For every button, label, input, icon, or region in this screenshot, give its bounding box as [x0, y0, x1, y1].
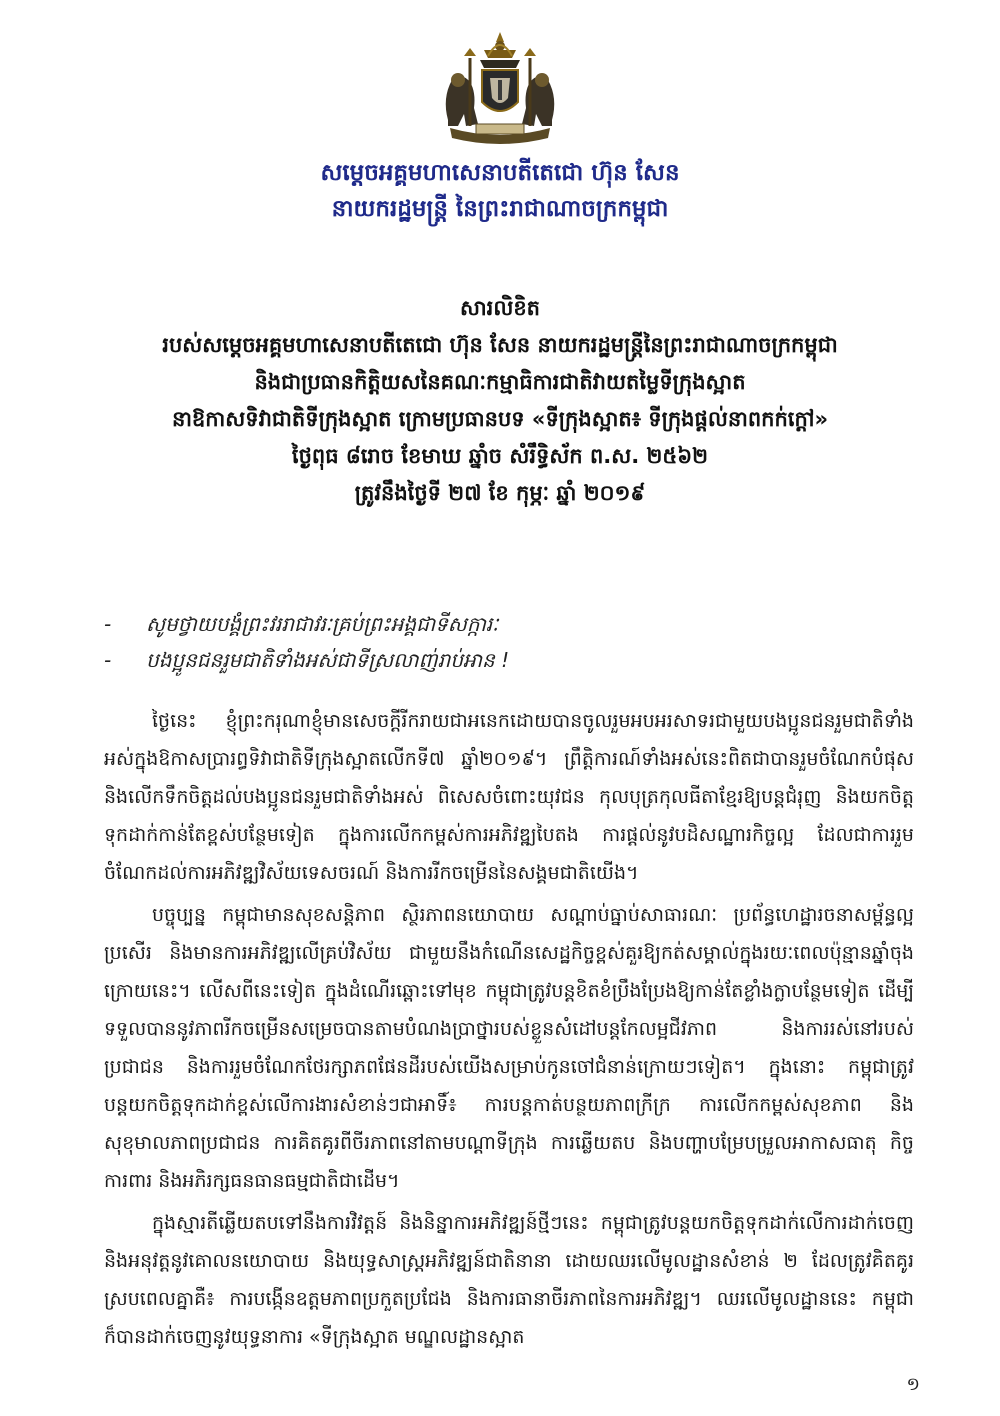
royal-coat-of-arms-emblem: [430, 28, 570, 146]
sender-position: នាយករដ្ឋមន្ត្រី នៃព្រះរាជាណាចក្រកម្ពុជា: [331, 196, 669, 222]
salutation-item: [104, 642, 924, 678]
salutation-list: [104, 606, 924, 678]
salutation-item: [104, 606, 924, 642]
bullet-dash: -: [104, 648, 112, 672]
body-paragraph: បច្ចុប្បន្ន កម្ពុជាមានសុខសន្តិភាព ស្ថិរភាពនយោបាយ សណ្តាប់ធ្នាប់សាធារណៈ ប្រព័ន្ធហេដ្ឋារចនាសម្ព័ន្ធល្អប្រសើរ និងមានការអភិវឌ្ឍលើគ្រប់វិស័យ ជាមួយនឹងកំណើនសេដ្ឋកិច្ចខ្ពស់គួរឱ្យកត់សម្គាល់ក្នុងរយៈពេលប៉ុន្មានឆ្នាំចុងក្រោយនេះ។ លើសពីនេះទៀត ក្នុងដំណើរឆ្ពោះទៅមុខ កម្ពុជាត្រូវបន្តខិតខំប្រឹងប្រែងឱ្យកាន់តែខ្លាំងក្លាបន្ថែមទៀត ដើម្បីទទួលបាននូវភាពរីកចម្រើនសម្រេចបានតាមបំណងប្រាថ្នារបស់ខ្លួនសំដៅបន្តកែលម្អជីវភាព និងការរស់នៅរបស់ប្រជាជន និងការរួមចំណែកថែរក្សាភពផែនដីរបស់យើងសម្រាប់កូនចៅជំនាន់ក្រោយៗទៀត។ ក្នុងនោះ កម្ពុជាត្រូវបន្តយកចិត្តទុកដាក់ខ្ពស់លើការងារសំខាន់ៗជាអាទិ៍៖ ការបន្តកាត់បន្ថយភាពក្រីក្រ ការលើកកម្ពស់សុខភាព និងសុខុមាលភាពប្រជាជន ការគិតគូរពីចីរភាពនៅតាមបណ្តាទីក្រុង ការឆ្លើយតប និងបញ្ហាបម្រែបម្រួលអាកាសធាតុ កិច្ចការពារ និងអភិរក្សធនធានធម្មជាតិជាដើម។: [104, 904, 914, 1192]
salutation-text: សូមថ្វាយបង្គំព្រះវររាជាវរៈគ្រប់ព្រះអង្គជាទីសក្ការៈ: [146, 612, 499, 636]
salutation-text: បងប្អូនជនរួមជាតិទាំងអស់ជាទីស្រលាញ់រាប់អាន !: [146, 648, 510, 672]
bullet-dash: -: [104, 612, 112, 636]
body-paragraph: ក្នុងស្មារតីឆ្លើយតបទៅនឹងការវិវត្តន៍ និងនិន្នាការអភិវឌ្ឍន៍ថ្មីៗនេះ កម្ពុជាត្រូវបន្តយកចិត្តទុកដាក់លើការដាក់ចេញ និងអនុវត្តនូវគោលនយោបាយ និងយុទ្ធសាស្ត្រអភិវឌ្ឍន៍ជាតិនានា ដោយឈរលើមូលដ្ឋានសំខាន់ ២ ដែលត្រូវគិតគូរស្របពេលគ្នាគឺ៖ ការបង្កើនឧត្តមភាពប្រកួតប្រជែង និងការធានាចីរភាពនៃការអភិវឌ្ឍ។ ឈរលើមូលដ្ឋាននេះ កម្ពុជាក៏បានដាក់ចេញនូវយុទ្ធនាការ «ទីក្រុងស្អាត មណ្ឌលដ្ឋានស្អាត: [104, 1212, 914, 1348]
title-line-1: របស់សម្តេចអគ្គមហាសេនាបតីតេជោ ហ៊ុន សែន នាយករដ្ឋមន្ត្រីនៃព្រះរាជាណាចក្រកម្ពុជា: [162, 333, 838, 357]
message-body: [104, 702, 914, 1360]
message-title-block: [40, 290, 960, 512]
title-line-3: នាឱកាសទិវាជាតិទីក្រុងស្អាត ក្រោមប្រធានបទ «ទីក្រុងស្អាត៖ ទីក្រុងផ្តល់នាពកក់ក្តៅ»: [171, 407, 829, 431]
title-line-2: និងជាប្រធានកិត្តិយសនៃគណៈកម្មាធិការជាតិវាយតម្លៃទីក្រុងស្អាត: [254, 370, 746, 394]
lunar-date-line: ថ្ងៃពុធ ៨រោច ខែមាឃ ឆ្នាំច សំរឹទ្ធិស័ក ព.ស. ២៥៦២: [291, 444, 709, 468]
sender-name: សម្តេចអគ្គមហាសេនាបតីតេជោ ហ៊ុន សែន: [320, 160, 680, 186]
page-number: ១: [906, 1374, 920, 1395]
body-paragraph: ថ្ងៃនេះ ខ្ញុំព្រះករុណាខ្ញុំមានសេចក្តីរីករាយជាអនេកដោយបានចូលរួមអបអរសាទរជាមួយបងប្អូនជនរួមជាតិទាំងអស់ក្នុងឱកាសប្រារព្ធទិវាជាតិទីក្រុងស្អាតលើកទី៧ ឆ្នាំ២០១៩។ ព្រឹត្តិការណ៍ទាំងអស់នេះពិតជាបានរួមចំណែកបំផុស និងលើកទឹកចិត្តដល់បងប្អូនជនរួមជាតិទាំងអស់ ពិសេសចំពោះយុវជន កុលបុត្រកុលធីតាខ្មែរឱ្យបន្តជំរុញ និងយកចិត្តទុកដាក់កាន់តែខ្ពស់បន្ថែមទៀត ក្នុងការលើកកម្ពស់ការអភិវឌ្ឍបៃតង ការផ្តល់នូវបដិសណ្ឋារកិច្ចល្អ ដែលជាការរួមចំណែកដល់ការអភិវឌ្ឍវិស័យទេសចរណ៍ និងការរីកចម្រើននៃសង្គមជាតិយើង។: [104, 710, 914, 884]
document-heading: សារលិខិត: [460, 296, 540, 320]
gregorian-date-line: ត្រូវនឹងថ្ងៃទី ២៧ ខែ កុម្ភៈ ឆ្នាំ ២០១៩: [354, 481, 646, 505]
